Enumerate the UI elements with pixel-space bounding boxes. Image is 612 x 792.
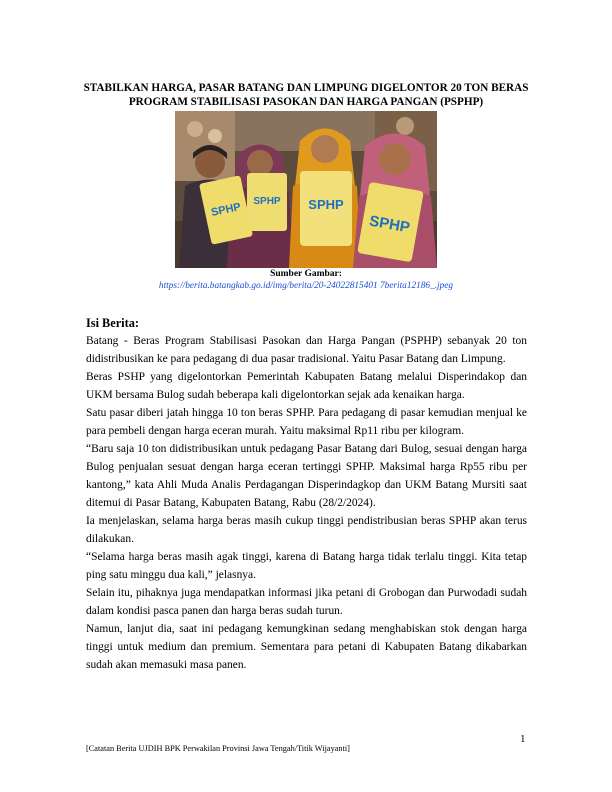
news-photo (175, 111, 437, 268)
paragraph: Ia menjelaskan, selama harga beras masih cukup tinggi pendistribusian beras SPHP akan terus dilakukan. (86, 515, 527, 545)
page-number: 1 (520, 733, 526, 745)
bag-label: SPHP (253, 196, 281, 207)
paragraph: “Baru saja 10 ton didistribusikan untuk pedagang Pasar Batang dari Bulog, sesuai dengan harga Bulog penjualan sesuat dengan harga eceran tertinggi SPHP. Maksimal harga Rp55 ribu per kantong,” kata Ahli Muda Analis Perdagangan Disperindagkop dan UKM Batang Mursiti saat ditemui di Pasar Batang, Kabupaten Batang, Rabu (28/2/2024). (86, 443, 527, 509)
paragraph: Satu pasar diberi jatah hingga 10 ton beras SPHP. Para pedagang di pasar kemudian menjual ke para pembeli dengan harga eceran murah. Yaitu maksimal Rp11 ribu per kilogram. (86, 407, 527, 437)
paragraph: Beras PSHP yang digelontorkan Pemerintah Kabupaten Batang melalui Disperindakop dan UKM bersama Bulog sudah beberapa kali digelontorkan sejak ada kenaikan harga. (86, 371, 527, 401)
paragraph: Namun, lanjut dia, saat ini pedagang kemungkinan sedang menghabiskan stok dengan harga tinggi untuk medium dan premium. Sementara para petani di Kabupaten Batang dikabarkan sudah akan memasuki masa panen. (86, 623, 527, 671)
rice-bag-3 (300, 171, 352, 246)
page-title: STABILKAN HARGA, PASAR BATANG DAN LIMPUNG DIGELONTOR 20 TON BERAS PROGRAM STABILISASI PASOKAN DAN HARGA PANGAN (PSPHP) (83, 82, 529, 108)
paragraph: Selain itu, pihaknya juga mendapatkan informasi jika petani di Grobogan dan Purwodadi sudah dalam kondisi pasca panen dan harga beras sudah turun. (86, 587, 527, 617)
image-source-link[interactable]: https://berita.batangkab.go.id/img/berita/20-24022815401 7berita12186_.jpeg (158, 281, 454, 291)
section-heading: Isi Berita: (86, 316, 139, 330)
bag-label: SPHP (308, 197, 344, 212)
article-body (86, 332, 527, 674)
bag-label: SPHP (367, 212, 412, 237)
paragraph: “Selama harga beras masih agak tinggi, karena di Batang harga tidak terlalu tinggi. Kita tetap ping satu minggu dua kali,” jelasnya. (86, 551, 527, 581)
footer-note: [Catatan Berita UJDIH BPK Perwakilan Provinsi Jawa Tengah/Titik Wijayanti] (86, 744, 350, 753)
image-caption-label: Sumber Gambar: (270, 269, 342, 279)
rice-bag-2 (247, 173, 287, 231)
bag-label: SPHP (210, 201, 242, 219)
paragraph: Batang - Beras Program Stabilisasi Pasokan dan Harga Pangan (PSPHP) sebanyak 20 ton didistribusikan ke para pedagang di dua pasar tradisional. Yaitu Pasar Batang dan Limpung. (86, 335, 527, 365)
